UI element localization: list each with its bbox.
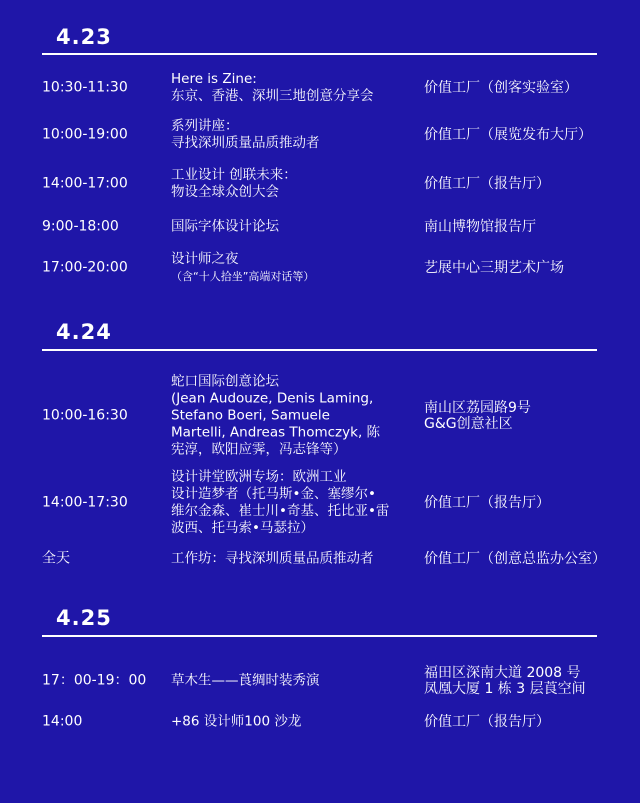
event-title: Here is Zine: 东京、香港、深圳三地创意分享会: [171, 71, 374, 104]
event-venue: 南山博物馆报告厅: [424, 219, 536, 235]
event-title: 国际字体设计论坛: [171, 218, 279, 235]
event-time: 17：00-19：00: [42, 672, 147, 689]
day-date: 4.23: [56, 25, 112, 49]
event-title: 工作坊：寻找深圳质量品质推动者: [171, 550, 374, 567]
event-venue: 价值工厂（报告厅）: [424, 176, 550, 192]
event-time: 10:00-19:00: [42, 126, 128, 143]
event-title: 系列讲座： 寻找深圳质量品质推动者: [171, 118, 320, 151]
day-date: 4.25: [56, 606, 112, 630]
event-time: 14:00: [42, 713, 83, 730]
event-time: 14:00-17:00: [42, 175, 128, 192]
event-venue: 价值工厂（创意总监办公室）: [424, 551, 606, 567]
event-title: 工业设计 创联未来： 物设全球众创大会: [171, 167, 297, 200]
event-venue: 艺展中心三期艺术广场: [424, 260, 564, 276]
event-title: 设计讲堂欧洲专场：欧洲工业 设计造梦者（托马斯•金、塞缪尔• 维尔金森、崔士川•奇基、托比亚•雷 波西、托马索•马瑟拉）: [171, 469, 390, 536]
event-time: 17:00-20:00: [42, 259, 128, 276]
event-title: 草木生——莨绸时装秀演: [171, 672, 320, 689]
divider: [42, 53, 597, 55]
divider: [42, 635, 597, 637]
day-date: 4.24: [56, 320, 112, 344]
event-time: 10:00-16:30: [42, 407, 128, 424]
event-venue: 南山区荔园路9号 G&G创意社区: [424, 400, 531, 432]
event-time: 全天: [42, 550, 70, 567]
event-venue: 价值工厂（创客实验室）: [424, 80, 578, 96]
event-subtitle: （含“十人拾坐”高端对话等）: [171, 270, 315, 283]
event-venue: 价值工厂（展览发布大厅）: [424, 127, 592, 143]
event-title: 蛇口国际创意论坛 (Jean Audouze, Denis Laming, Stefano Boeri, Samuele Martelli, Andreas Thomczyk, 陈 宪淳，欧阳应霁，冯志锋等）: [171, 373, 381, 458]
divider: [42, 349, 597, 351]
event-venue: 价值工厂（报告厅）: [424, 714, 550, 730]
event-title: 设计师之夜 （含“十人拾坐”高端对话等）: [171, 251, 411, 285]
event-title: +86 设计师100 沙龙: [171, 713, 302, 730]
event-venue: 福田区深南大道 2008 号 凤凰大厦 1 栋 3 层莨空间: [424, 665, 586, 697]
event-venue: 价值工厂（报告厅）: [424, 495, 550, 511]
event-time: 10:30-11:30: [42, 79, 128, 96]
event-time: 14:00-17:30: [42, 494, 128, 511]
event-time: 9:00-18:00: [42, 218, 119, 235]
